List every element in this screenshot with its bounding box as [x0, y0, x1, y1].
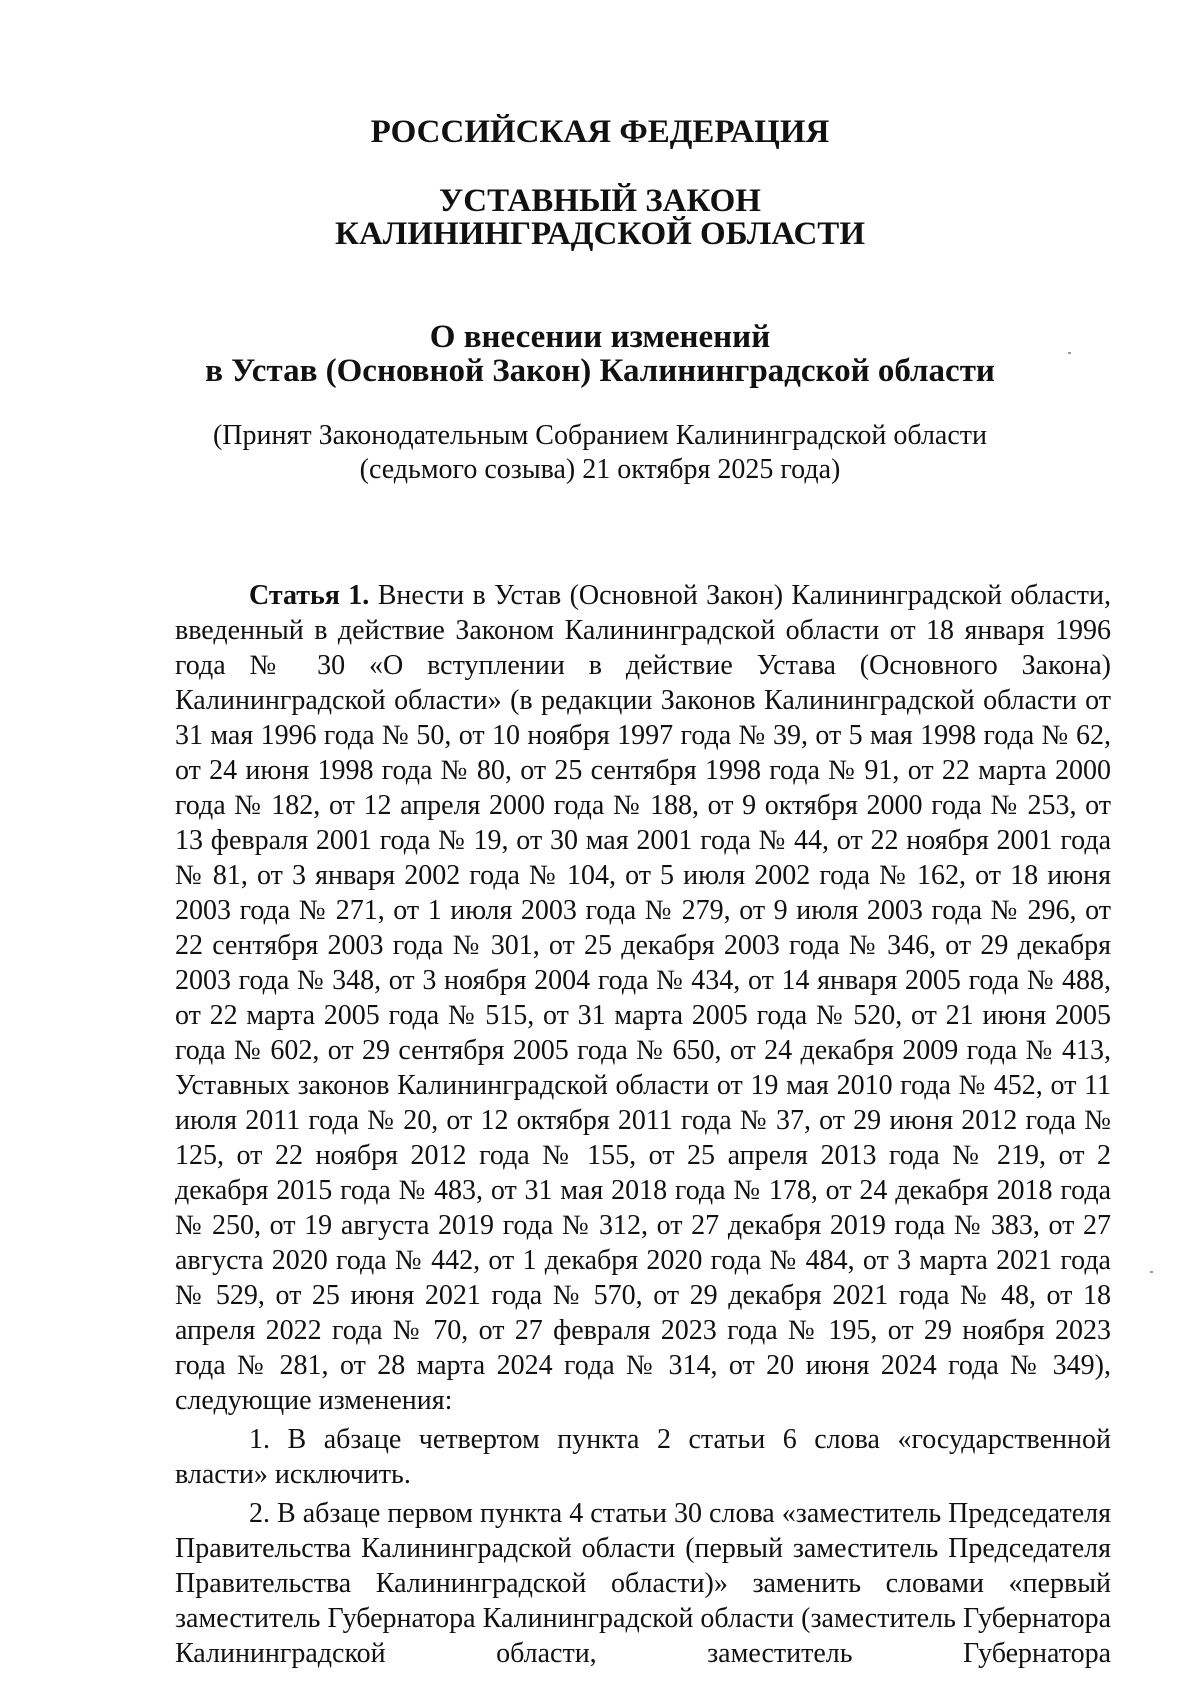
law-type-heading-line1: УСТАВНЫЙ ЗАКОН [439, 183, 761, 219]
adoption-note-line1: (Принят Законодательным Собранием Калининградской области [212, 420, 988, 451]
law-type-heading-line2: КАЛИНИНГРАДСКОЙ ОБЛАСТИ [335, 216, 865, 252]
law-title-line1: О внесении изменений [429, 319, 771, 355]
article-1-intro-paragraph [175, 578, 1111, 1418]
country-heading: РОССИЙСКАЯ ФЕДЕРАЦИЯ [370, 114, 830, 150]
scan-speck [1068, 352, 1071, 354]
article-1-intro-text: Внести в Устав (Основной Закон) Калининградской области, введенный в действие Законом Калининградской области от 18 января 1996 года № 30 «О вступлении в действие Устава (Основного Закона) Калининградской области» (в редакции Законов Калининградской области от 31 мая 1996 года № 50, от 10 ноября 1997 года № 39, от 5 мая 1998 года № 62, от 24 июня 1998 года № 80, от 25 сентября 1998 года № 91, от 22 марта 2000 года № 182, от 12 апреля 2000 года № 188, от 9 октября 2000 года № 253, от 13 февраля 2001 года № 19, от 30 мая 2001 года № 44, от 22 ноября 2001 года № 81, от 3 января 2002 года № 104, от 5 июля 2002 года № 162, от 18 июня 2003 года № 271, от 1 июля 2003 года № 279, от 9 июля 2003 года № 296, от 22 сентября 2003 года № 301, от 25 декабря 2003 года № 346, от 29 декабря 2003 года № 348, от 3 ноября 2004 года № 434, от 14 января 2005 года № 488, от 22 марта 2005 года № 515, от 31 марта 2005 года № 520, от 21 июня 2005 года № 602, от 29 сентября 2005 года № 650, от 24 декабря 2009 года № 413, Уставных законов Калининградской области от 19 мая 2010 года № 452, от 11 июля 2011 года № 20, от 12 октября 2011 года № 37, от 29 июня 2012 года № 125, от 22 ноября 2012 года № 155, от 25 апреля 2013 года № 219, от 2 декабря 2015 года № 483, от 31 мая 2018 года № 178, от 24 декабря 2018 года № 250, от 19 августа 2019 года № 312, от 27 декабря 2019 года № 383, от 27 августа 2020 года № 442, от 1 декабря 2020 года № 484, от 3 марта 2021 года № 529, от 25 июня 2021 года № 570, от 29 декабря 2021 года № 48, от 18 апреля 2022 года № 70, от 27 февраля 2023 года № 195, от 29 ноября 2023 года № 281, от 28 марта 2024 года № 314, от 20 июня 2024 года № 349), следующие изменения: [175, 580, 1112, 1416]
article-label: Статья 1. [249, 580, 370, 611]
amendment-item-2: 2. В абзаце первом пункта 4 статьи 30 слова «заместитель Председателя Правительства Калининградской области (первый заместитель Председателя Правительства Калининградской области)» заменить словами «первый заместитель Губернатора Калининградской области (заместитель Губернатора Калининградской области, заместитель Губернатора [175, 1498, 1111, 1669]
amendment-item-1: 1. В абзаце четвертом пункта 2 статьи 6 слова «государственной власти» исключить. [175, 1424, 1111, 1490]
law-title-line2: в Устав (Основной Закон) Калининградской области [205, 353, 995, 389]
adoption-note-line2: (седьмого созыва) 21 октября 2025 года) [359, 454, 841, 485]
article-1 [175, 578, 1111, 1671]
scan-speck [1150, 1271, 1153, 1273]
